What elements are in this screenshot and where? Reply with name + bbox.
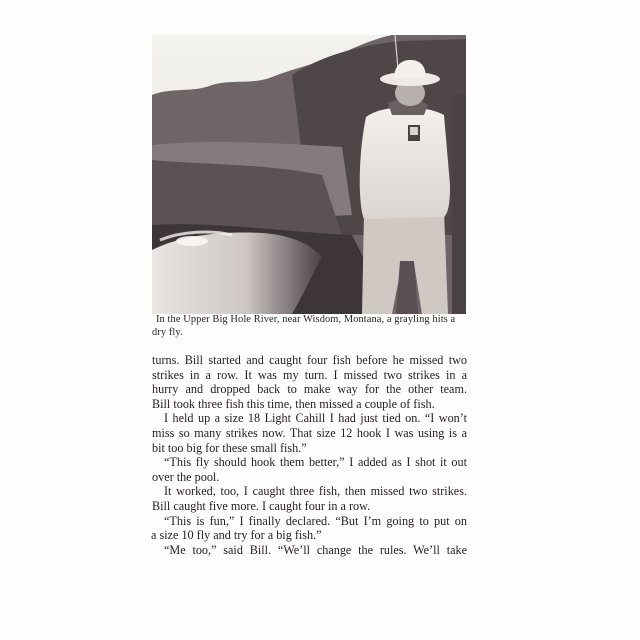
text-line: Bill caught five more. I caught four in a row. <box>152 498 371 513</box>
caption-line-1: In the Upper Big Hole River, near Wisdom, Montana, a grayling hits a <box>156 314 456 325</box>
body-text <box>152 353 467 557</box>
text-line: I held up a size 18 Light Cahill I had just tied on. “I won’t <box>164 411 467 426</box>
text-line: Bill took three fish this time, then missed a couple of fish. <box>152 396 435 411</box>
fishing-photograph <box>152 35 466 314</box>
text-line: “This fly should hook them better,” I added as I shot it out <box>164 455 467 470</box>
caption-line-2: dry fly. <box>152 326 183 338</box>
text-line: over the pool. <box>152 469 220 484</box>
text-line: “This is fun,” I finally declared. “But I’m going to put on <box>164 513 467 528</box>
text-line: bit too big for these small fish.” <box>152 440 307 455</box>
text-line: “Me too,” said Bill. “We’ll change the rules. We’ll take <box>164 542 467 557</box>
text-line: hurry and dropped back to make way for the other team. <box>152 382 467 397</box>
text-line: a size 10 fly and try for a big fish.” <box>151 528 322 543</box>
text-line: miss so many strikes now. That size 12 hook I was using is a <box>152 425 467 440</box>
text-line: turns. Bill started and caught four fish before he missed two <box>152 353 467 367</box>
text-line: It worked, too, I caught three fish, then missed two strikes. <box>164 484 467 499</box>
figure-caption <box>152 314 470 339</box>
photo-illustration <box>152 35 466 314</box>
text-line: strikes in a row. It was my turn. I missed two strikes in a <box>152 367 467 382</box>
